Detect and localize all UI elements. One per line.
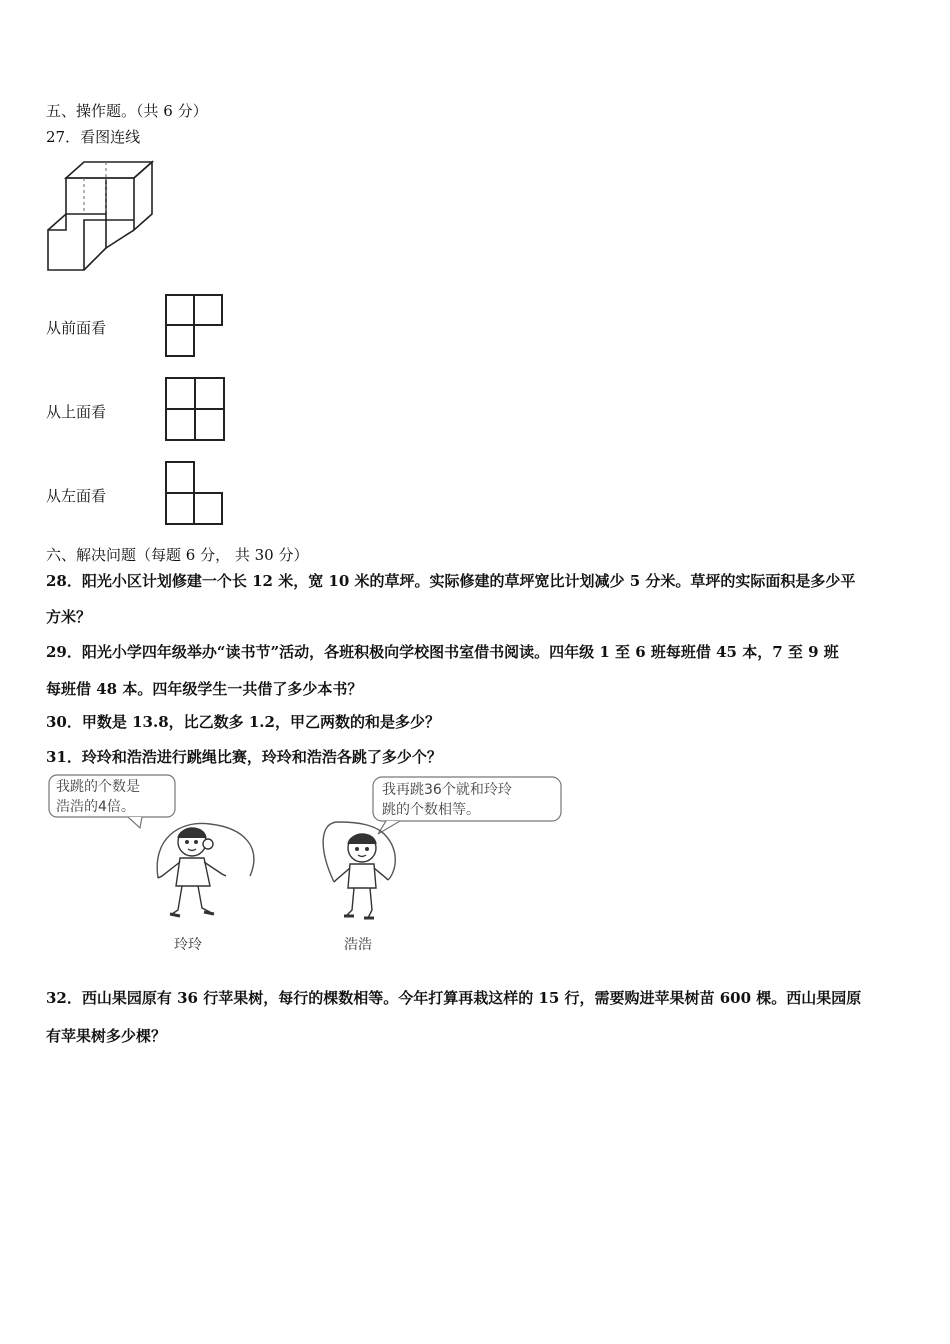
question-29-line2: 每班借 48 本。四年级学生一共借了多少本书？ xyxy=(46,680,363,698)
left-view-diagram xyxy=(165,461,225,527)
question-30: 30．甲数是 13.8，比乙数多 1.2，甲乙两数的和是多少？ xyxy=(46,713,440,731)
question-32-line2: 有苹果树多少棵？ xyxy=(46,1027,167,1045)
view-label-front: 从前面看 xyxy=(46,319,107,337)
girl-name: 玲玲 xyxy=(174,937,202,953)
question-31: 31．玲玲和浩浩进行跳绳比赛，玲玲和浩浩各跳了多少个？ xyxy=(46,748,442,766)
bubble-left-line1: 我跳的个数是 xyxy=(56,779,140,795)
question-28-line1: 28．阳光小区计划修建一个长 12 米，宽 10 米的草坪。实际修建的草坪宽比计划减少 5 分米。草坪的实际面积是多少平 xyxy=(46,572,856,590)
solid-figure xyxy=(44,158,159,278)
question-27: 27．看图连线 xyxy=(46,128,141,146)
section-5-heading: 五、操作题。（共 6 分） xyxy=(46,102,208,120)
front-view-diagram xyxy=(165,294,225,358)
top-view-diagram xyxy=(165,377,227,443)
question-28-line2: 方米？ xyxy=(46,608,92,626)
view-label-top: 从上面看 xyxy=(46,403,107,421)
bubble-right-line1: 我再跳36个就和玲玲 xyxy=(382,782,512,798)
question-29-line1: 29．阳光小学四年级举办“读书节”活动，各班积极向学校图书室借书阅读。四年级 1 至 6 班每班借 45 本，7 至 9 班 xyxy=(46,643,839,661)
boy-name: 浩浩 xyxy=(344,937,372,953)
girl-jumping-rope xyxy=(150,818,265,928)
question-32-line1: 32．西山果园原有 36 行苹果树，每行的棵数相等。今年打算再栽这样的 15 行，需要购进苹果树苗 600 棵。西山果园原 xyxy=(46,989,862,1007)
bubble-right-line2: 跳的个数相等。 xyxy=(382,802,480,818)
boy-jumping-rope xyxy=(316,818,406,933)
view-label-left: 从左面看 xyxy=(46,487,107,505)
section-6-heading: 六、解决问题（每题 6 分， 共 30 分） xyxy=(46,546,309,564)
bubble-left-line2: 浩浩的4倍。 xyxy=(56,799,135,815)
